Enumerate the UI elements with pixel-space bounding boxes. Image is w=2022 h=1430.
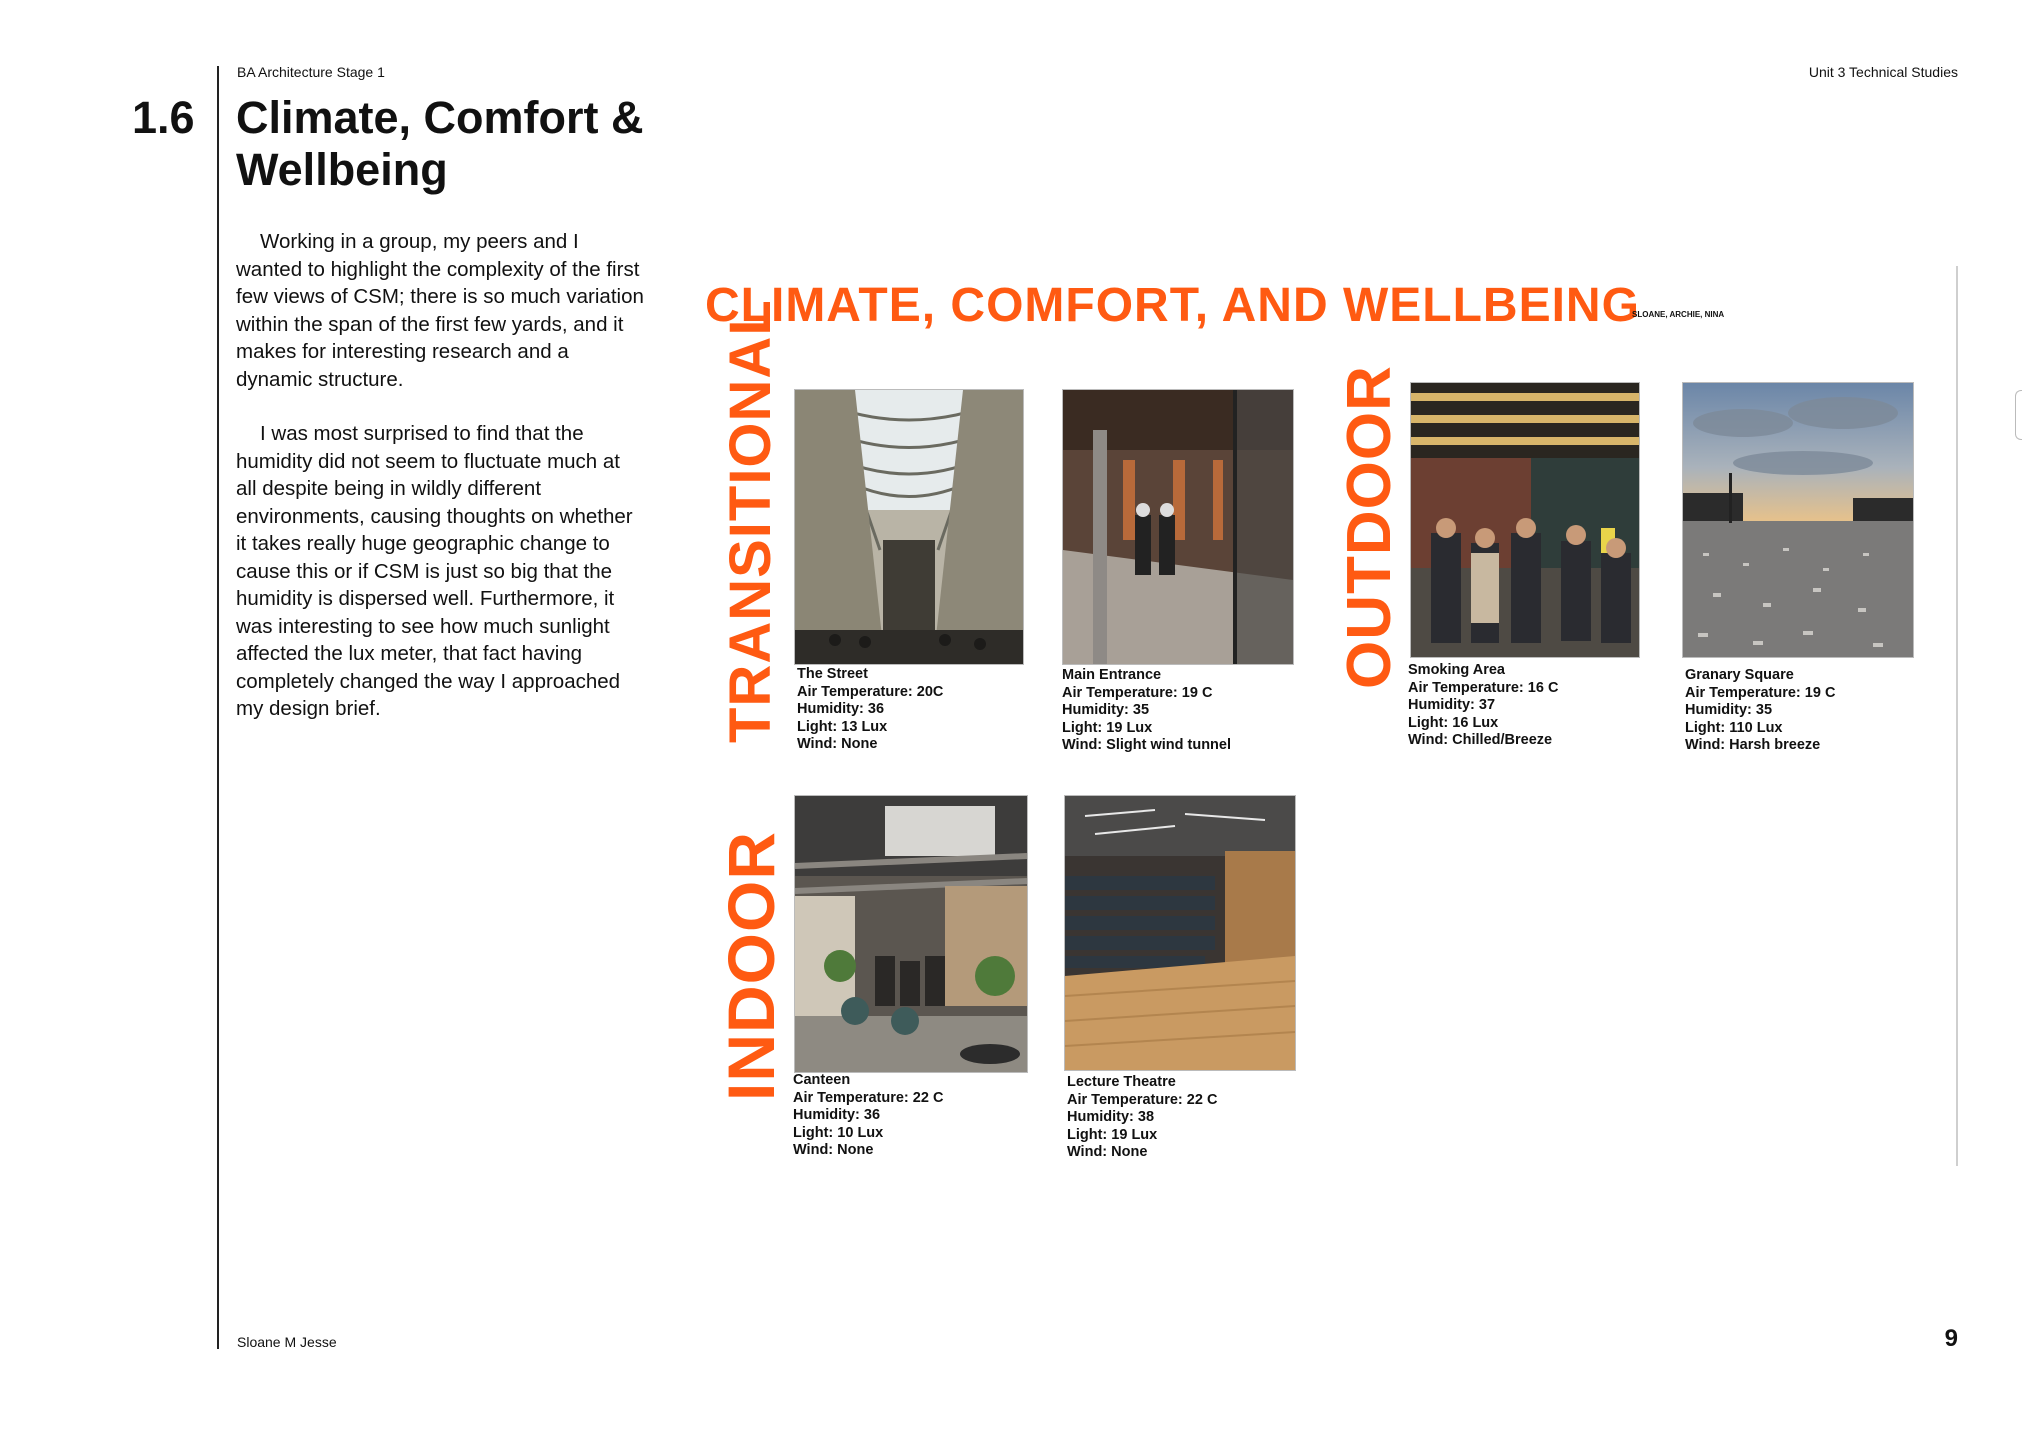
page-number: 9: [1944, 1325, 1958, 1352]
air-temperature: Air Temperature: 22 C: [1067, 1091, 1218, 1108]
course-header: BA Architecture Stage 1: [237, 64, 385, 80]
location-name: Granary Square: [1685, 667, 1794, 683]
caption-main-entrance: [1062, 667, 1231, 755]
light: Light: 19 Lux: [1062, 719, 1153, 736]
light: Light: 16 Lux: [1408, 714, 1499, 731]
photo-granary-square: [1682, 382, 1914, 658]
board-title: CLIMATE, COMFORT, AND WELLBEING: [705, 279, 1640, 332]
photo-smoking-area: [1410, 382, 1640, 658]
margin-rule: [217, 66, 219, 1349]
air-temperature: Air Temperature: 22 C: [793, 1089, 944, 1106]
board-authors: SLOANE, ARCHIE, NINA: [1632, 310, 1725, 319]
label-transitional: TRANSITIONAL: [718, 299, 783, 743]
location-name: Canteen: [793, 1072, 851, 1088]
caption-canteen: [793, 1072, 943, 1160]
photo-main-entrance: [1062, 389, 1294, 665]
section-number: 1.6: [132, 92, 195, 143]
board-edge: [1956, 266, 1958, 1166]
humidity: Humidity: 38: [1067, 1109, 1155, 1125]
photo-the-street: [794, 389, 1024, 665]
wind: Wind: Slight wind tunnel: [1062, 737, 1232, 753]
caption-granary-square: [1685, 667, 1835, 755]
label-outdoor: OUTDOOR: [1335, 365, 1404, 689]
location-name: Lecture Theatre: [1067, 1074, 1176, 1090]
location-name: Smoking Area: [1408, 662, 1505, 678]
location-name: The Street: [797, 666, 868, 682]
wind: Wind: Harsh breeze: [1685, 737, 1821, 753]
air-temperature: Air Temperature: 19 C: [1062, 684, 1213, 701]
photo-lecture-theatre: [1064, 795, 1296, 1071]
body-paragraph-2: I was most surprised to find that the humidity did not seem to fluctuate much at all despite being in wildly different environments, causing thoughts on whether it takes really huge geographic change to cause this or if CSM is just so big that the humidity is dispersed well. Furthermore, it was interesting to see how much sunlight affected the lux meter, that fact having completely changed the way I approached my design brief.: [236, 422, 633, 720]
wind: Wind: None: [1067, 1144, 1148, 1160]
air-temperature: Air Temperature: 16 C: [1408, 679, 1559, 696]
location-name: Main Entrance: [1062, 667, 1162, 683]
humidity: Humidity: 36: [797, 701, 885, 717]
caption-smoking-area: [1408, 662, 1558, 750]
light: Light: 10 Lux: [793, 1124, 884, 1141]
humidity: Humidity: 35: [1062, 702, 1150, 718]
light: Light: 110 Lux: [1685, 719, 1783, 736]
air-temperature: Air Temperature: 20C: [797, 683, 944, 700]
caption-the-street: [797, 666, 943, 754]
photo-canteen: [794, 795, 1028, 1073]
humidity: Humidity: 35: [1685, 702, 1773, 718]
humidity: Humidity: 37: [1408, 697, 1496, 713]
body-text: [236, 228, 646, 750]
humidity: Humidity: 36: [793, 1107, 881, 1123]
air-temperature: Air Temperature: 19 C: [1685, 684, 1836, 701]
section-title: Climate, Comfort & Wellbeing: [236, 92, 644, 195]
caption-lecture-theatre: [1067, 1074, 1217, 1162]
label-indoor: INDOOR: [714, 831, 788, 1101]
light: Light: 13 Lux: [797, 718, 888, 735]
wind: Wind: None: [793, 1142, 874, 1158]
author-footer: Sloane M Jesse: [237, 1334, 337, 1350]
body-paragraph-1: Working in a group, my peers and I wanted to highlight the complexity of the first few views of CSM; there is so much variation within the span of the first few yards, and it makes for interesting research and a dynamic structure.: [236, 230, 644, 391]
wind: Wind: Chilled/Breeze: [1408, 732, 1553, 748]
light: Light: 19 Lux: [1067, 1126, 1158, 1143]
wind: Wind: None: [797, 736, 878, 752]
unit-header: Unit 3 Technical Studies: [1808, 64, 1958, 80]
side-scroll-tab[interactable]: [2015, 390, 2022, 440]
